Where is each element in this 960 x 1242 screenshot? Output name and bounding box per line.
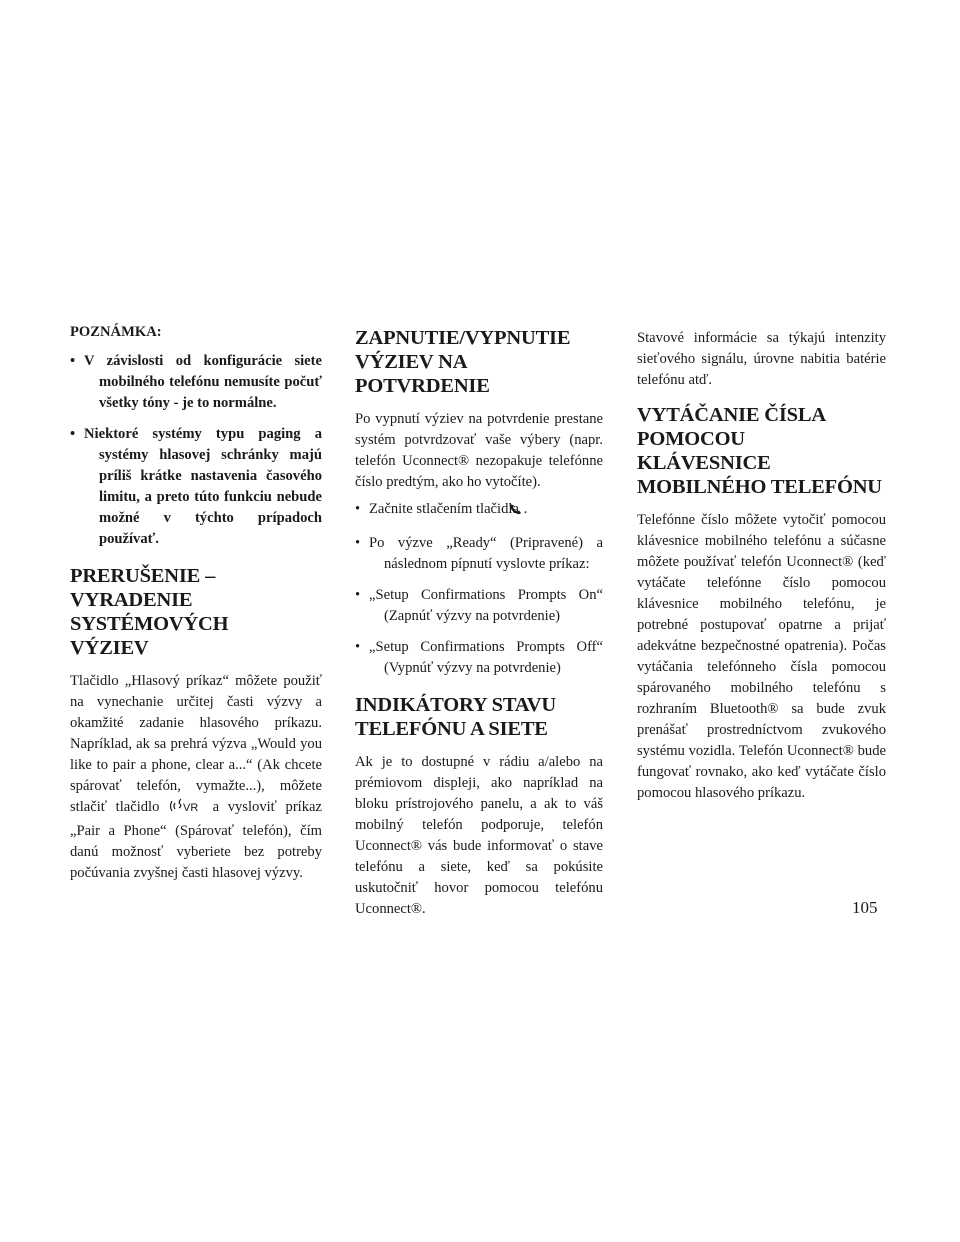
page-number: 105 xyxy=(852,898,878,917)
section-heading-status: INDIKÁTORY STAVU TELEFÓNU A SIETE xyxy=(355,694,556,740)
note-title: POZNÁMKA: xyxy=(70,324,162,340)
column-2 xyxy=(355,326,603,920)
section-heading-interrupt: PRERUŠENIE – VYRADENIE SYSTÉMOVÝCH VÝZIEV xyxy=(70,565,229,659)
section-heading-keypad: VYTÁČANIE ČÍSLA POMOCOU KLÁVESNICE MOBILNÉHO TELEFÓNU xyxy=(637,404,882,498)
list-item: • Po výzve „Ready“ (Pripravené) a následnom pípnutí vyslovte príkaz: xyxy=(355,533,603,575)
column-1 xyxy=(70,324,322,884)
note-item: • V závislosti od konfigurácie siete mobilného telefónu nemusíte počuť všetky tóny - je to normálne. xyxy=(70,351,322,414)
status-paragraph: Ak je to dostupné v rádiu a/alebo na prémiovom displeji, ako napríklad na bloku prístrojového panelu, a ak to váš mobilný telefón podporuje, telefón Uconnect® vás bude informovať o stave telefónu a siete, keď sa pokúsite uskutočniť hovor pomocou telefónu Uconnect®. xyxy=(355,754,603,917)
list-item: • Začnite stlačením tlačidla . xyxy=(355,499,603,523)
status-info-paragraph: Stavové informácie sa týkajú intenzity sieťového signálu, úrovne nabitia batérie telefónu atď. xyxy=(637,330,886,388)
list-item: • „Setup Confirmations Prompts On“ (Zapnúť výzvy na potvrdenie) xyxy=(355,585,603,627)
svg-text:VR: VR xyxy=(183,802,199,814)
list-item: • „Setup Confirmations Prompts Off“ (Vypnúť výzvy na potvrdenie) xyxy=(355,637,603,679)
confirmations-paragraph: Po vypnutí výziev na potvrdenie prestane systém potvrdzovať vaše výbery (napr. telefón Uconnect® nezopakuje telefónne číslo predtým, ako ho vytočíte). xyxy=(355,411,603,490)
voice-recognition-icon xyxy=(168,798,204,821)
column-3 xyxy=(637,328,886,804)
interrupt-paragraph: Tlačidlo „Hlasový príkaz“ môžete použiť na vynechanie určitej časti výzvy a okamžité zadanie hlasového príkazu. Napríklad, ak sa prehrá výzva „Would you like to pair a phone, clear a...“ (Ak chcete spárovať telefón, vymažte...), môžete stlačiť tlačidlo VR a vysloviť príkaz „Pair a Phone“ (Spárovať telefón), čím danú možnosť vyberiete bez potreby počúvania zvyšnej časti hlasovej výzvy. xyxy=(70,673,322,881)
confirmations-steps xyxy=(355,499,603,679)
keypad-paragraph: Telefónne číslo môžete vytočiť pomocou klávesnice mobilného telefónu a súčasne môžete používať telefón Uconnect® (keď vytáčate telefónne číslo pomocou klávesnice mobilného telefónu, je potrebné postupovať opatrne a prijať adekvátne bezpečnostné opatrenia). Počas vytáčania telefónneho čísla pomocou spárovaného mobilného telefónu s rozhraním Bluetooth® sa bude zvuk prenášať prostredníctvom zvukového systému vozidla. Telefón Uconnect® bude fungovať rovnako, ako keď vytáčate číslo pomocou hlasového príkazu. xyxy=(637,512,886,801)
note-list xyxy=(70,351,322,550)
note-item: • Niektoré systémy typu paging a systémy hlasovej schránky majú príliš krátke nastavenia časového limitu, a preto túto funkciu nebude možné v týchto prípadoch používať. xyxy=(70,424,322,550)
section-heading-confirmations: ZAPNUTIE/VYPNUTIE VÝZIEV NA POTVRDENIE xyxy=(355,327,571,397)
